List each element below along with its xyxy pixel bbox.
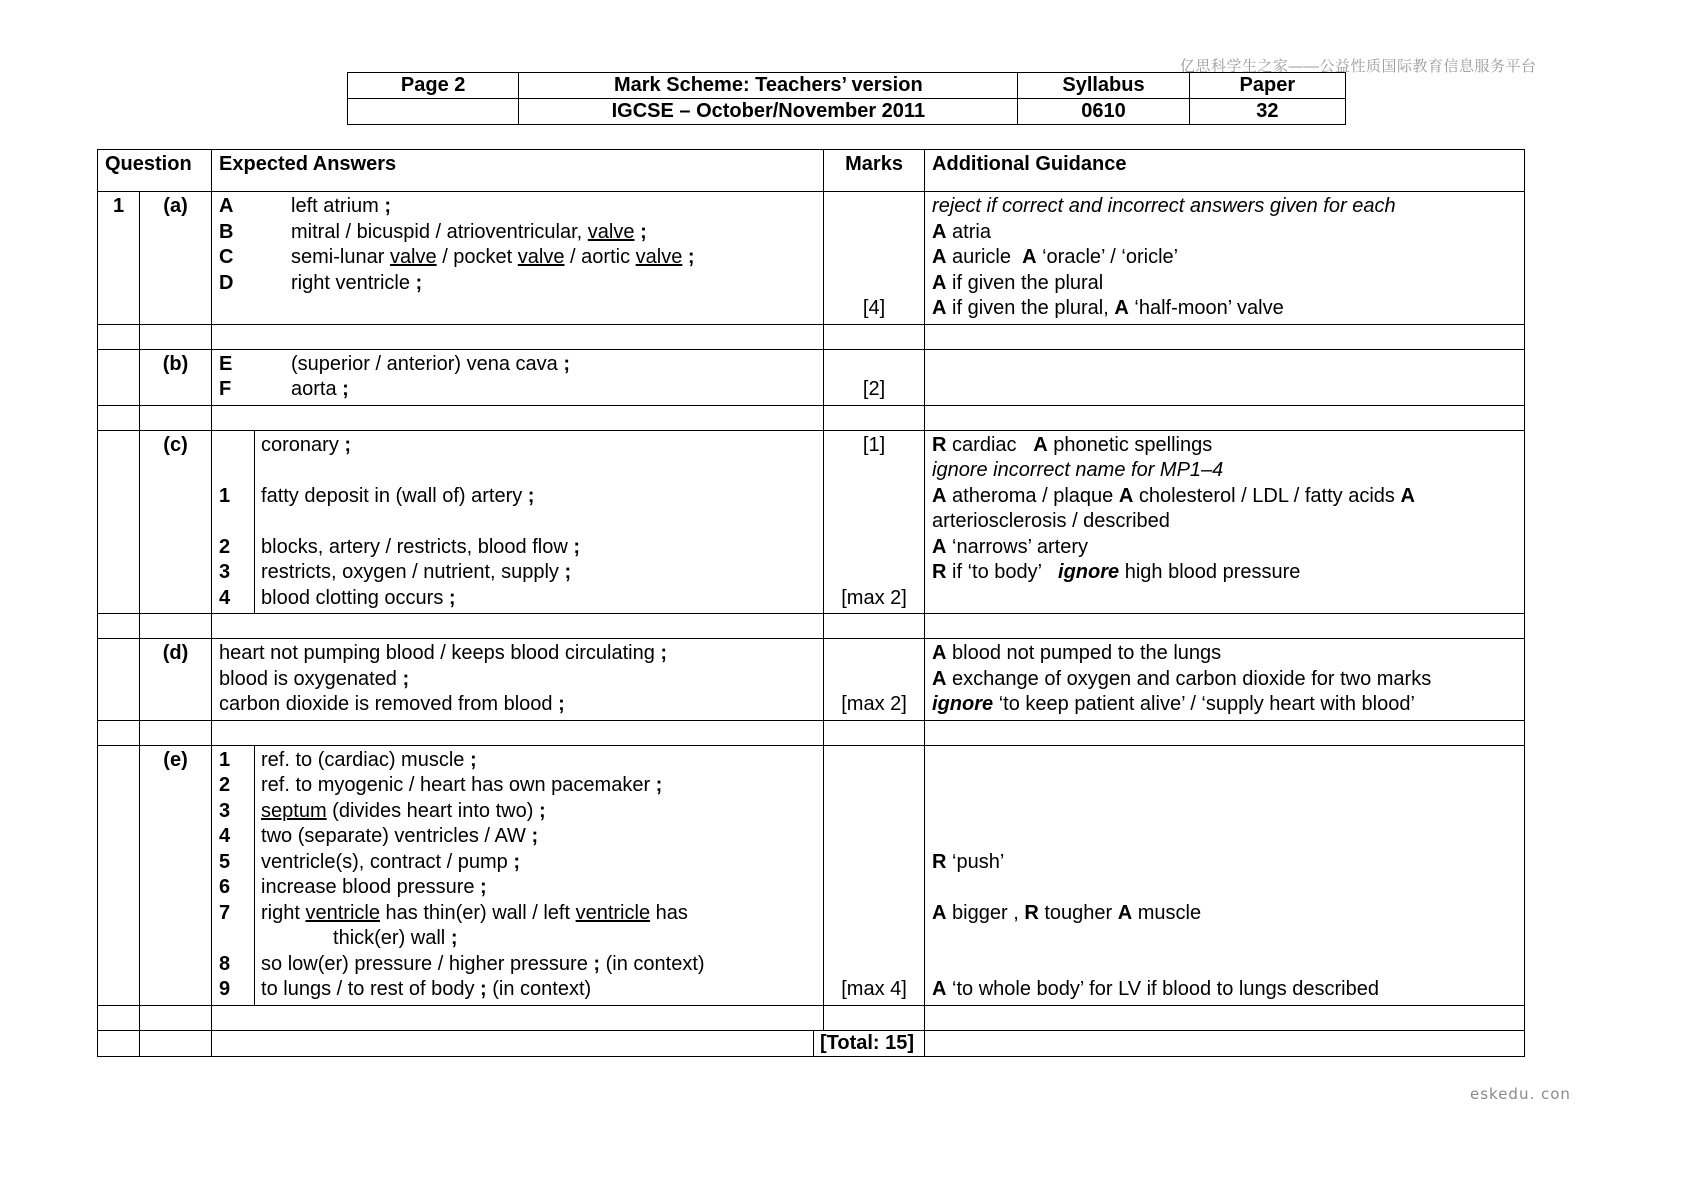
row-1e [98,745,1525,1005]
part-label: (d) [140,639,212,721]
answers-1a: A left atrium ; B mitral / bicuspid / atrioventricular, valve ; C semi-lunar valve / pocket valve / aortic valve ; D right ventricle ; [212,192,824,325]
part-label: (a) [140,192,212,325]
guidance-header: Additional Guidance [925,150,1525,192]
answers-header: Expected Answers [212,150,824,192]
guidance-1d: A blood not pumped to the lungs A exchange of oxygen and carbon dioxide for two marks ignore ‘to keep patient alive’ / ‘supply heart with blood’ [925,639,1525,721]
question-header: Question [98,150,212,192]
answers-1e: ref. to (cardiac) muscle ; ref. to myogenic / heart has own pacemaker ; septum (divides heart into two) ; two (separate) ventricles / AW ; ventricle(s), contract / pump ; increase blood pressure ; right ventricle has thin(er) wall / left ventricle has thick(er) wall ; so low(er) pressure / higher pressure ; (in context) to lungs / to rest of body ; (in context) [255,745,824,1005]
syllabus-code: 0610 [1018,99,1189,125]
guidance-1a: reject if correct and incorrect answers given for each A atria A auricle A ‘oracle’ / ‘oricle’ A if given the plural A if given the plural, A ‘half-moon’ valve [925,192,1525,325]
spacer-row [98,1005,1525,1030]
total-marks: [Total: 15] [813,1031,920,1057]
question-number: 1 [98,192,140,325]
page-number: Page 2 [348,73,519,99]
spacer-row [98,405,1525,430]
answers-1c: coronary ; fatty deposit in (wall of) artery ; blocks, artery / restricts, blood flow ; restricts, oxygen / nutrient, supply ; blood clotting occurs ; [255,430,824,614]
row-1d [98,639,1525,721]
item-numbers-1e: 1 2 3 4 5 6 7 8 9 [212,745,255,1005]
spacer-row [98,720,1525,745]
guidance-1c: R cardiac A phonetic spellings ignore incorrect name for MP1–4 A atheroma / plaque A cholesterol / LDL / fatty acids A arteriosclerosis / described A ‘narrows’ artery R if ‘to body’ ignore high blood pressure [925,430,1525,614]
row-1b [98,349,1525,405]
watermark-bottom: eskedu. con [1470,1085,1571,1103]
part-label: (e) [140,745,212,1005]
guidance-1e: R ‘push’ A bigger , R tougher A muscle A ‘to whole body’ for LV if blood to lungs described [925,745,1525,1005]
mark-scheme-table [97,149,1525,1057]
marks-1d: [max 2] [824,639,925,721]
column-header-row [98,150,1525,192]
row-1c [98,430,1525,614]
paper-number: 32 [1189,99,1345,125]
item-numbers-1c: 1 2 3 4 [212,430,255,614]
paper-label: Paper [1189,73,1345,99]
header-blank [348,99,519,125]
header-title: Mark Scheme: Teachers’ version [519,73,1018,99]
marks-1c: [1] [max 2] [824,430,925,614]
syllabus-label: Syllabus [1018,73,1189,99]
answers-1b: E (superior / anterior) vena cava ; F aorta ; [212,349,824,405]
marks-1e: [max 4] [824,745,925,1005]
marks-1a: [4] [824,192,925,325]
answers-1d: heart not pumping blood / keeps blood circulating ; blood is oxygenated ; carbon dioxide is removed from blood ; [212,639,824,721]
watermark-top: 亿思科学生之家——公益性质国际教育信息服务平台 [1180,58,1537,75]
spacer-row [98,324,1525,349]
marks-header: Marks [824,150,925,192]
total-cell [212,1030,925,1057]
page-header-table [347,72,1346,125]
marks-1b: [2] [824,349,925,405]
guidance-1b [925,349,1525,405]
spacer-row [98,614,1525,639]
row-1a [98,192,1525,325]
total-row [98,1030,1525,1057]
part-label: (c) [140,430,212,614]
header-exam: IGCSE – October/November 2011 [519,99,1018,125]
part-label: (b) [140,349,212,405]
